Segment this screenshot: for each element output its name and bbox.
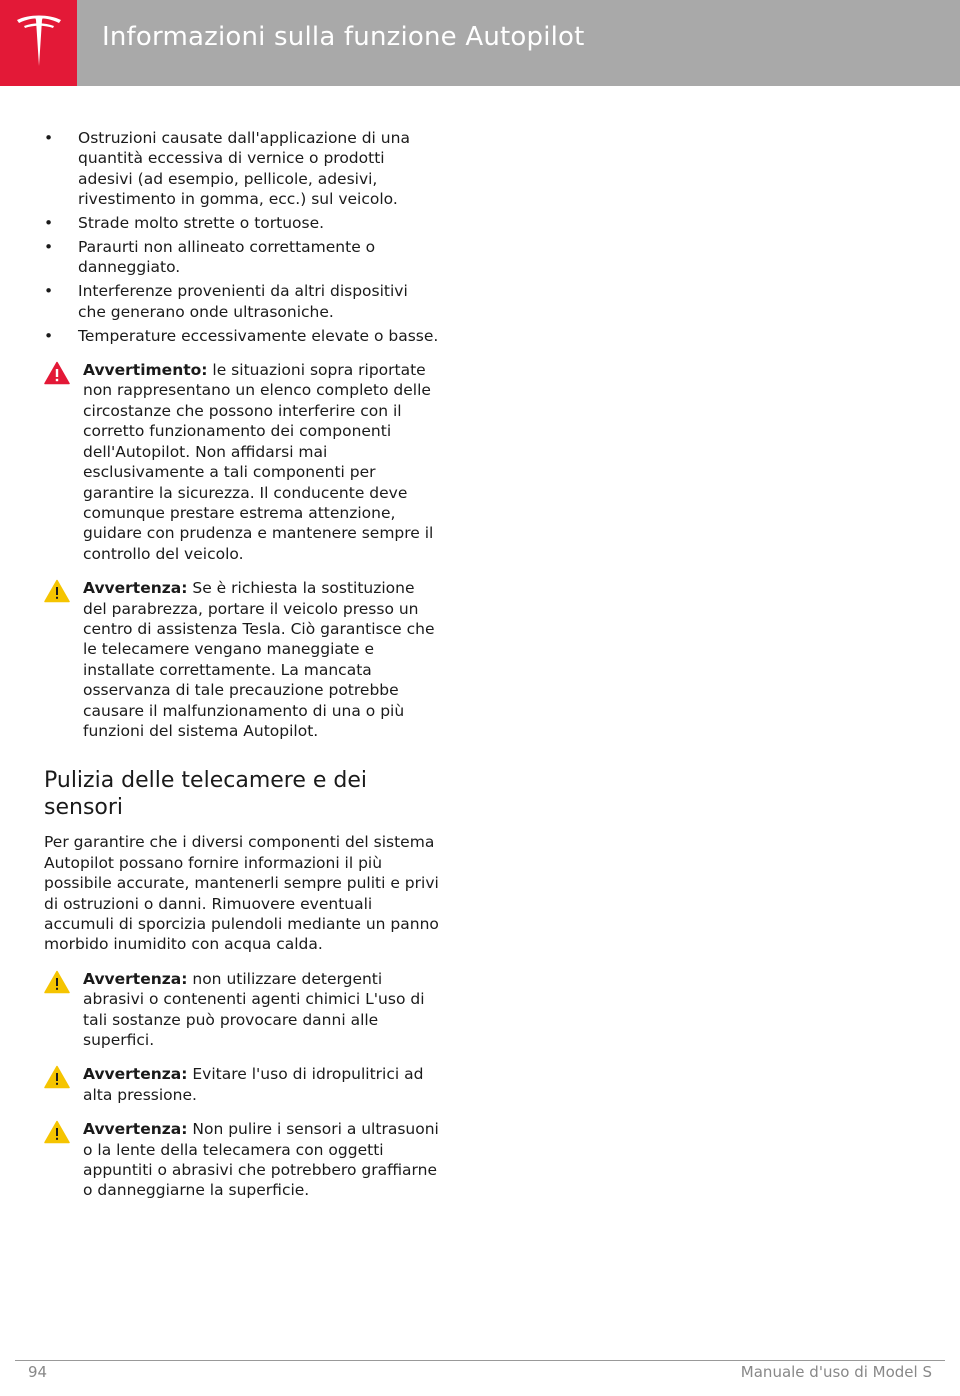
caution-callout: Avvertenza: non utilizzare detergenti abrasivi o contenenti agenti chimici L'uso di tali sostanze può provocare danni alle superfici. [44,969,440,1051]
tesla-logo [0,0,77,86]
caution-triangle-icon [44,1120,70,1144]
warning-triangle-icon [44,361,70,385]
bullet-icon: • [44,238,54,257]
tesla-logo-icon [15,14,63,70]
condition-list [44,128,440,346]
bullet-icon: • [44,129,54,147]
list-item: • Paraurti non allineato correttamente o danneggiato. [44,238,376,277]
list-item: • Strade molto strette o tortuose. [44,214,325,233]
caution-callout: Avvertenza: Evitare l'uso di idropulitrici ad alta pressione. [44,1064,440,1105]
section-body: Per garantire che i diversi componenti del sistema Autopilot possano fornire informazioni il più possibile accurate, mantenerli sempre puliti e privi di ostruzioni o danni. Rimuovere eventuali accumuli di sporcizia pulendoli mediante un panno morbido inumidito con acqua calda. [44,833,439,954]
caution-triangle-icon [44,1065,70,1089]
page-number: 94 [28,1363,48,1381]
page-title: Informazioni sulla funzione Autopilot [102,22,585,52]
caution-triangle-icon [44,970,70,994]
manual-title: Manuale d'uso di Model S [740,1363,932,1381]
main-content [44,128,440,1201]
list-item: • Interferenze provenienti da altri dispositivi che generano onde ultrasoniche. [44,282,408,321]
caution-callout: Avvertenza: Non pulire i sensori a ultrasuoni o la lente della telecamera con oggetti appuntiti o abrasivi che potrebbero graffiarne o danneggiarne la superficie. [44,1119,440,1201]
section-heading: Pulizia delle telecamere e dei sensori [44,768,368,821]
caution-callout: Avvertenza: Se è richiesta la sostituzione del parabrezza, portare il veicolo presso un centro di assistenza Tesla. Ciò garantisce che le telecamere vengano maneggiate e installate correttamente. La mancata osservanza di tale precauzione potrebbe causare il malfunzionamento di una o più funzioni del sistema Autopilot. [44,578,440,741]
footer-divider [15,1360,945,1361]
caution-triangle-icon [44,579,70,603]
bullet-icon: • [44,326,54,345]
bullet-icon: • [44,282,54,301]
warning-callout: Avvertimento: le situazioni sopra riportate non rappresentano un elenco completo delle circostanze che possono interferire con il corretto funzionamento dei componenti dell'Autopilot. Non affidarsi mai esclusivamente a tali componenti per garantire la sicurezza. Il conducente deve comunque prestare estrema attenzione, guidare con prudenza e mantenere sempre il controllo del veicolo. [44,360,440,564]
list-item: • Temperature eccessivamente elevate o basse. [44,326,439,345]
bullet-icon: • [44,214,54,233]
page-header [0,0,960,86]
list-item: • Ostruzioni causate dall'applicazione di una quantità eccessiva di vernice o prodotti adesivi (ad esempio, pellicole, adesivi, rivestimento in gomma, ecc.) sul veicolo. [44,129,410,209]
